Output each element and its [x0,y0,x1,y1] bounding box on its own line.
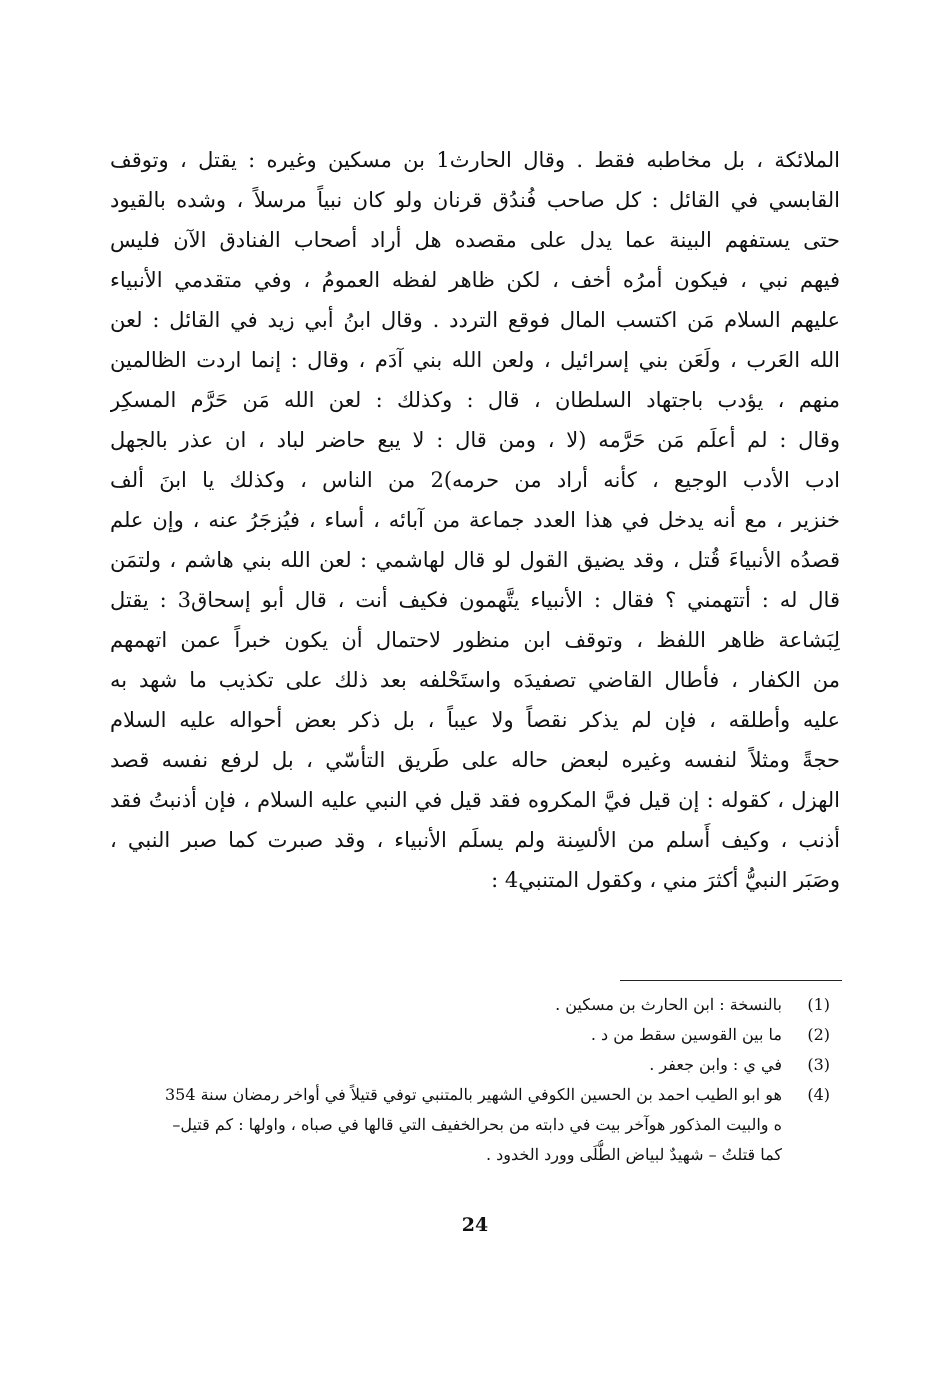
text-line: الهزل ، كقوله : إن قيل فيَّ المكروه فقد قيل في النبي عليه السلام ، فإن أذنبتُ فقد [110,788,840,812]
text-line: عليه وأطلقه ، فإن لم يذكر نقصاً ولا عيباً ، بل ذكر بعض أحواله عليه السلام [110,708,840,732]
text-line: قال له : أتتهمني ؟ فقال : الأنبياء يتَّهمون فكيف أنت ، قال أبو إسحاق3 : يقتل [110,588,840,612]
footnote-text: هو ابو الطيب احمد بن الحسين الكوفي الشهير بالمتنبي توفي قتيلاً في أواخر رمضان سنة 354 [164,1085,782,1104]
text-line: فيهم نبي ، فيكون أمرُه أخف ، لكن ظاهر لفظه العمومُ ، وفي متقدمي الأنبياء [110,268,840,292]
text-line: منهم ، يؤدب باجتهاد السلطان ، قال : وكذلك : لعن الله مَن حَرَّم المسكِر [110,388,840,412]
page-number: 24 [461,1214,489,1236]
footnote-text: في ي : وابن جعفر . [649,1055,782,1074]
footnote [110,990,840,1020]
text-line: خنزير ، مع أنه يدخل في هذا العدد جماعة من آبائه ، أساء ، فيُزجَرُ عنه ، وإن علم [110,508,840,532]
text-line: أذنب ، وكيف أَسلم من الألسِنة ولم يسلَم الأنبياء ، وقد صبرت كما صبر النبي ، [110,828,840,852]
text-line: الله العَرب ، ولَعَن بني إسرائيل ، ولعن الله بني آدَم ، وقال : إنما اردت الظالمين [110,348,840,372]
footnote-number: (2) [807,1025,830,1044]
footnote [110,1080,840,1170]
footnote-text: كما قتلتُ – شهيدٌ لبياض الطُّلَى وورد الخدود . [485,1145,782,1164]
text-line: الملائكة ، بل مخاطبه فقط . وقال الحارث1 بن مسكين وغيره : يقتل ، وتوقف [110,148,840,172]
footnotes [110,990,840,1170]
text-line: قصدُه الأنبياءَ قُتل ، وقد يضيق القول لو قال لهاشمي : لعن الله بني هاشم ، ولتمَن [110,548,840,572]
text-line: من الكفار ، فأطال القاضي تصفيدَه واستَحْلفه بعد ذلك على تكذيب ما شهد به [110,668,840,692]
footnote-number: (4) [807,1085,830,1104]
footnote [110,1050,840,1080]
text-line: وصَبَر النبيُّ أكثرَ مني ، وكقول المتنبي4 : [491,868,840,892]
main-text [110,140,840,900]
footnote-text: ه والبيت المذكور هوآخر بيت في دابته من بحرالخفيف التي قالها في صباه ، واولها : كم قتيل– [172,1115,782,1134]
text-line: لِبَشاعة ظاهر اللفظ ، وتوقف ابن منظور لاحتمال أن يكون خبراً عمن اتهمهم [110,628,840,652]
text-line: عليهم السلام مَن اكتسب المال فوقع التردد . وقال ابنُ أبي زيد في القائل : لعن [110,308,840,332]
footnote-text: ما بين القوسين سقط من د . [590,1025,782,1044]
footnote [110,1020,840,1050]
footnote-text: بالنسخة : ابن الحارث بن مسكين . [555,995,782,1014]
text-line: حجةً ومثلاً لنفسه وغيره لبعض حاله على طَريق التأسّي ، بل لرفع نفسه قصد [110,748,840,772]
text-line: ادب الأدب الوجيع ، كأنه أراد من حرمه)2 من الناس ، وكذلك يا ابنَ ألف [110,468,840,492]
footnote-number: (3) [807,1055,830,1074]
text-line: القابسي في القائل : كل صاحب فُندُق قرنان ولو كان نبياً مرسلاً ، وشده بالقيود [110,188,840,212]
footnote-number: (1) [807,995,830,1014]
text-line: حتى يستفهم البينة عما يدل على مقصده هل أراد أصحاب الفنادق الآن فليس [110,228,840,252]
text-line: وقال : لم أعلَم مَن حَرَّمه (لا ، ومن قال : لا يبع حاضر لباد ، ان عذر بالجهل [110,428,840,452]
footnote-divider [620,980,842,981]
